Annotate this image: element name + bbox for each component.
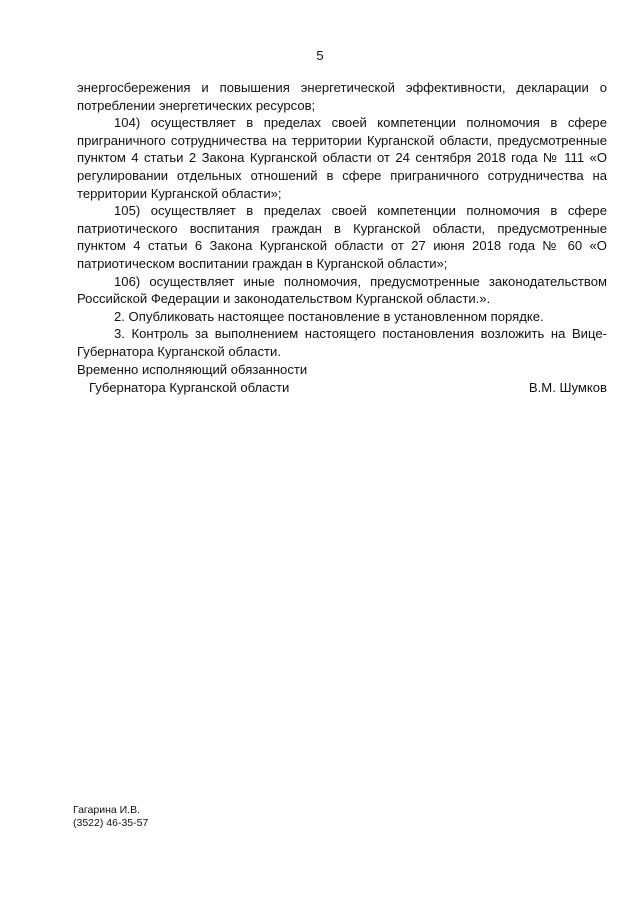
paragraph-item-104: 104) осуществляет в пределах своей компетенции полномочия в сфере приграничного сотрудничества на территории Курганской области, предусмотренные пунктом 4 статьи 2 Закона Курганской области от 24 сентября 2018 года № 111 «О регулировании отдельных отношений в сфере приграничного сотрудничества на территории Курганской области»;	[77, 115, 607, 201]
paragraph-point-2: 2. Опубликовать настоящее постановление в установленном порядке.	[114, 308, 544, 324]
executor-name: Гагарина И.В.	[73, 804, 141, 816]
paragraph-item-106: 106) осуществляет иные полномочия, предусмотренные законодательством Российской Федерации и законодательством Курганской области.».	[77, 273, 607, 307]
executor-phone: (3522) 46-35-57	[73, 817, 149, 829]
document-body	[77, 79, 607, 361]
signatory-position-line1: Временно исполняющий обязанности	[77, 362, 308, 377]
paragraph-item-105: 105) осуществляет в пределах своей компетенции полномочия в сфере патриотического воспитания граждан в Курганской области, предусмотренные пунктом 4 статьи 6 Закона Курганской области от 27 июня 2018 года № 60 «О патриотическом воспитании граждан в Курганской области»;	[77, 203, 607, 271]
executor-info	[73, 804, 148, 830]
signatory-position-line2: Губернатора Курганской области	[89, 379, 290, 395]
paragraph-continuation: энергосбережения и повышения энергетической эффективности, декларации о потреблении энергетических ресурсов;	[77, 80, 607, 113]
paragraph-point-3: 3. Контроль за выполнением настоящего постановления возложить на Вице-Губернатора Курганской области.	[77, 326, 607, 359]
signatory-name: В.М. Шумков	[528, 379, 607, 395]
page-number: 5	[316, 48, 324, 63]
